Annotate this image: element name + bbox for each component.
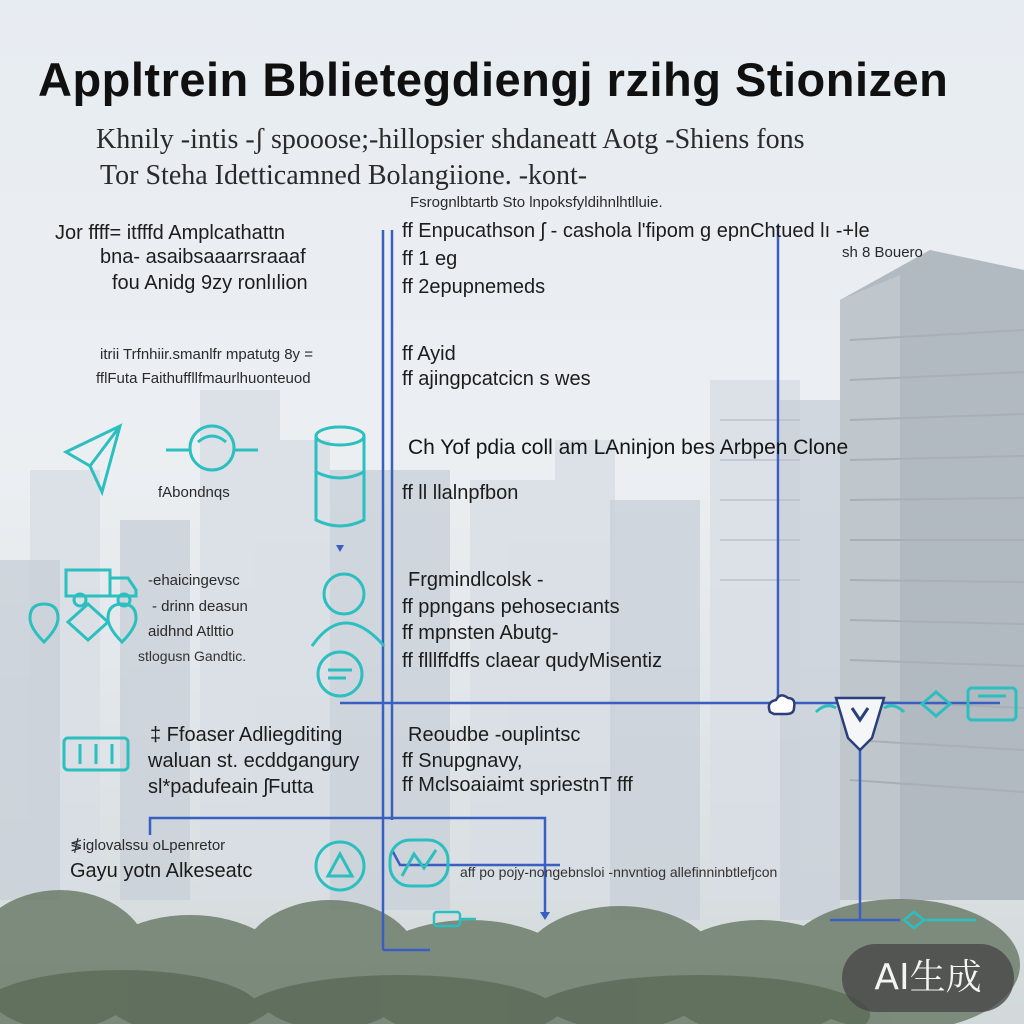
mid-row5-line1: Reoudbe -ouplintsc	[408, 724, 581, 746]
paper-plane-icon	[62, 422, 126, 498]
ai-generated-badge: AI生成	[842, 944, 1014, 1012]
mid-row3b: ff ll llalnpfbon	[402, 482, 519, 504]
mini-node-icon	[430, 906, 480, 932]
chart-bubble-icon	[386, 836, 452, 896]
left-row5-line2: Gayu yotn Alkeseatc	[70, 860, 253, 882]
cylinder-storage-icon	[310, 424, 370, 532]
subtitle-line-3: Fsrognlbtartb Sto lnpoksfyldihnlhtlluie.	[410, 194, 663, 211]
mini-link-icon	[900, 908, 980, 932]
mid-row4-line3: ff mpnsten Abutg-	[402, 622, 559, 644]
mid-row5-line3: ff Mclsoaiaimt spriestnT fff	[402, 774, 633, 796]
left-row2-line2: fflFuta Faithuffllfmaurlhuonteuod	[96, 370, 311, 387]
mid-row2-line1: ff Ayid	[402, 343, 456, 365]
shield-hub-icon	[810, 690, 910, 756]
mid-row3: Ch Yof pdia coll am LAninjon bes Arbpen Clone	[408, 436, 849, 459]
left-row1-line1: Jor ffff= itfffd Amplcathattn	[55, 222, 285, 244]
left-row3-line1: -ehaicingevsc	[148, 572, 240, 589]
mid-row1-right: sh 8 Bouero	[842, 244, 923, 261]
left-row1-line3: fou Anidg 9zy ronlılion	[112, 272, 308, 294]
mid-row4-line4: ff flllffdffs claear qudyMisentiz	[402, 650, 663, 672]
server-rack-icon	[60, 734, 132, 774]
page-title: Appltrein Bblietegdiengj rzihg Stionizen	[38, 53, 949, 106]
left-row3-line2: - drinn deasun	[152, 598, 248, 615]
cloud-device-icon	[162, 420, 262, 478]
mid-row6: aff po pojy-nongebnsloi -nnvntiog allefinninbtlefjcon	[460, 864, 778, 880]
left-row4-line1: ‡ Ffoaser Adliegditing	[150, 724, 343, 746]
alert-circle-icon	[310, 838, 372, 894]
left-icon-label: fAbondnqs	[158, 484, 230, 501]
chat-circle-icon	[314, 648, 366, 700]
left-row2-line1: itrii Trfnhiir.smanlfr mpatutg 8y =	[100, 346, 313, 363]
mid-row5-line2: ff Snupgnavy,	[402, 750, 523, 772]
person-speaker-icon	[308, 570, 388, 650]
mid-row2-line2: ff ajingpcatcicn s wes	[402, 368, 591, 390]
mid-row4-line2: ff ppngans pehosecıants	[402, 596, 620, 618]
subtitle-line-1: Khnily -intis -ʃ spooose;-hillopsier shdaneatt Aotg -Shiens fons	[96, 124, 805, 155]
left-row4-line2: waluan st. ecddgangury	[148, 750, 360, 772]
subtitle-line-2: Tor Steha Idetticamned Bolangiione. -kont-	[100, 160, 588, 191]
left-row3-line3: aidhnd Atlttio	[148, 623, 234, 640]
left-row5-line1: ≸iglovalssu oLpenretor	[70, 837, 226, 854]
left-row1-line2: bna- asaibsaaarrsraaaf	[100, 246, 306, 268]
left-row4-line3: sl*padufeain ʃFutta	[148, 776, 314, 798]
mid-row4-line1: Frgmindlcolsk -	[408, 569, 544, 591]
mid-row1-line2: ff 1 eg	[402, 248, 458, 270]
mid-row1-line3: ff 2epupnemeds	[402, 276, 546, 298]
mid-row1-line1: ff Enpucathson ʃ - cashola l'fipom g epnChtued lı -+le	[402, 220, 870, 242]
location-pins-icon	[28, 600, 138, 646]
cloud-node-icon	[764, 690, 798, 720]
left-row3-line4: stlogusn Gandtic.	[138, 648, 247, 664]
device-link-icon	[918, 684, 1020, 724]
